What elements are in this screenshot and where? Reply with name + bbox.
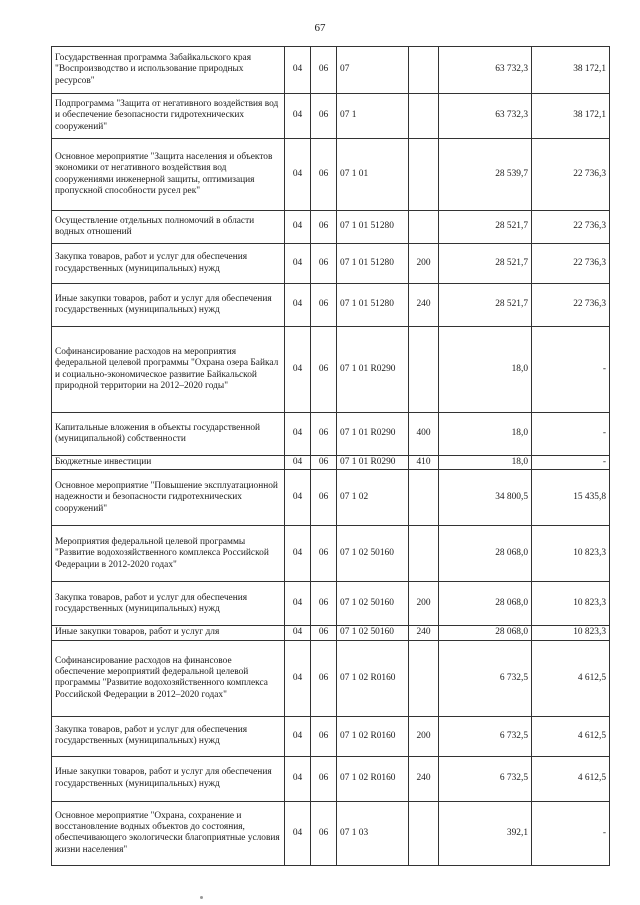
row-expense-type — [409, 801, 439, 865]
row-section: 04 — [285, 626, 311, 640]
row-subsection: 06 — [311, 526, 337, 582]
row-expense-type — [409, 327, 439, 413]
row-target-article: 07 — [337, 47, 409, 94]
row-name: Основное мероприятие "Защита населения и объектов экономики от негативного воздействия вод сооружениями инженерной защиты, оптимизация пропускной способности русел рек" — [52, 139, 285, 211]
row-sum-1: 6 732,5 — [439, 640, 532, 716]
row-name: Государственная программа Забайкальского края "Воспроизводство и использование природных ресурсов" — [52, 47, 285, 94]
row-sum-2: 10 823,3 — [532, 582, 610, 626]
row-target-article: 07 1 02 50160 — [337, 626, 409, 640]
row-subsection: 06 — [311, 211, 337, 244]
row-expense-type — [409, 139, 439, 211]
table-row — [52, 640, 610, 716]
row-section: 04 — [285, 244, 311, 284]
row-section: 04 — [285, 456, 311, 470]
row-target-article: 07 1 — [337, 94, 409, 139]
row-subsection: 06 — [311, 413, 337, 456]
row-target-article: 07 1 01 R0290 — [337, 413, 409, 456]
row-sum-1: 34 800,5 — [439, 470, 532, 526]
row-expense-type — [409, 470, 439, 526]
row-subsection: 06 — [311, 626, 337, 640]
row-sum-2: 22 736,3 — [532, 139, 610, 211]
row-sum-1: 28 068,0 — [439, 526, 532, 582]
row-sum-1: 18,0 — [439, 413, 532, 456]
row-section: 04 — [285, 470, 311, 526]
row-sum-2: 15 435,8 — [532, 470, 610, 526]
row-sum-2: - — [532, 327, 610, 413]
row-target-article: 07 1 01 51280 — [337, 244, 409, 284]
row-sum-2: 22 736,3 — [532, 244, 610, 284]
table-row — [52, 456, 610, 470]
row-section: 04 — [285, 526, 311, 582]
budget-table — [51, 46, 610, 866]
row-sum-1: 6 732,5 — [439, 716, 532, 756]
row-subsection: 06 — [311, 327, 337, 413]
row-expense-type: 410 — [409, 456, 439, 470]
row-expense-type: 200 — [409, 244, 439, 284]
row-section: 04 — [285, 139, 311, 211]
row-target-article: 07 1 02 R0160 — [337, 640, 409, 716]
row-name: Иные закупки товаров, работ и услуг для — [52, 626, 285, 640]
row-target-article: 07 1 01 R0290 — [337, 327, 409, 413]
row-sum-2: - — [532, 801, 610, 865]
row-name: Капитальные вложения в объекты государственной (муниципальной) собственности — [52, 413, 285, 456]
row-sum-2: - — [532, 456, 610, 470]
row-section: 04 — [285, 47, 311, 94]
row-target-article: 07 1 03 — [337, 801, 409, 865]
row-target-article: 07 1 02 — [337, 470, 409, 526]
row-name: Иные закупки товаров, работ и услуг для обеспечения государственных (муниципальных) нужд — [52, 284, 285, 327]
row-expense-type — [409, 526, 439, 582]
table-row — [52, 211, 610, 244]
row-sum-2: 38 172,1 — [532, 47, 610, 94]
row-subsection: 06 — [311, 756, 337, 801]
row-section: 04 — [285, 801, 311, 865]
page-number: 67 — [314, 22, 326, 34]
row-expense-type: 240 — [409, 284, 439, 327]
table-row — [52, 716, 610, 756]
row-name: Мероприятия федеральной целевой программы "Развитие водохозяйственного комплекса Российской Федерации в 2012-2020 годах" — [52, 526, 285, 582]
table-row — [52, 626, 610, 640]
row-expense-type: 240 — [409, 626, 439, 640]
row-sum-1: 28 068,0 — [439, 626, 532, 640]
table-row — [52, 470, 610, 526]
row-section: 04 — [285, 716, 311, 756]
row-section: 04 — [285, 582, 311, 626]
row-sum-2: 4 612,5 — [532, 640, 610, 716]
row-expense-type: 400 — [409, 413, 439, 456]
table-row — [52, 801, 610, 865]
table-row — [52, 413, 610, 456]
row-sum-1: 28 521,7 — [439, 244, 532, 284]
row-section: 04 — [285, 284, 311, 327]
row-expense-type — [409, 211, 439, 244]
table-row — [52, 139, 610, 211]
table-row — [52, 47, 610, 94]
row-sum-2: 4 612,5 — [532, 756, 610, 801]
row-sum-1: 28 068,0 — [439, 582, 532, 626]
row-sum-1: 28 539,7 — [439, 139, 532, 211]
row-name: Софинансирование расходов на мероприятия федеральной целевой программы "Охрана озера Байкал и социально-экономическое развитие Байкальской природной территории на 2012–2020 годы" — [52, 327, 285, 413]
row-sum-2: 22 736,3 — [532, 284, 610, 327]
row-section: 04 — [285, 327, 311, 413]
row-sum-1: 63 732,3 — [439, 47, 532, 94]
row-subsection: 06 — [311, 470, 337, 526]
row-target-article: 07 1 01 — [337, 139, 409, 211]
row-subsection: 06 — [311, 244, 337, 284]
table-row — [52, 582, 610, 626]
row-section: 04 — [285, 94, 311, 139]
row-target-article: 07 1 01 51280 — [337, 211, 409, 244]
row-name: Закупка товаров, работ и услуг для обеспечения государственных (муниципальных) нужд — [52, 582, 285, 626]
row-subsection: 06 — [311, 47, 337, 94]
row-sum-1: 28 521,7 — [439, 211, 532, 244]
row-target-article: 07 1 02 50160 — [337, 582, 409, 626]
row-target-article: 07 1 02 R0160 — [337, 716, 409, 756]
row-sum-2: 10 823,3 — [532, 526, 610, 582]
row-name: Закупка товаров, работ и услуг для обеспечения государственных (муниципальных) нужд — [52, 716, 285, 756]
row-subsection: 06 — [311, 456, 337, 470]
row-sum-1: 392,1 — [439, 801, 532, 865]
row-subsection: 06 — [311, 139, 337, 211]
row-target-article: 07 1 01 51280 — [337, 284, 409, 327]
row-sum-1: 63 732,3 — [439, 94, 532, 139]
row-expense-type — [409, 94, 439, 139]
row-name: Бюджетные инвестиции — [52, 456, 285, 470]
row-name: Софинансирование расходов на финансовое обеспечение мероприятий федеральной целевой программы "Развитие водохозяйственного комплекса Российской Федерации в 2012–2020 годах" — [52, 640, 285, 716]
table-row — [52, 94, 610, 139]
table-body — [52, 47, 610, 866]
row-sum-1: 18,0 — [439, 327, 532, 413]
row-section: 04 — [285, 211, 311, 244]
row-expense-type — [409, 640, 439, 716]
row-sum-2: 10 823,3 — [532, 626, 610, 640]
table-row — [52, 284, 610, 327]
row-subsection: 06 — [311, 94, 337, 139]
row-name: Закупка товаров, работ и услуг для обеспечения государственных (муниципальных) нужд — [52, 244, 285, 284]
table-row — [52, 327, 610, 413]
row-expense-type — [409, 47, 439, 94]
row-sum-2: 4 612,5 — [532, 716, 610, 756]
row-target-article: 07 1 01 R0290 — [337, 456, 409, 470]
row-target-article: 07 1 02 R0160 — [337, 756, 409, 801]
table-row — [52, 756, 610, 801]
row-sum-1: 6 732,5 — [439, 756, 532, 801]
row-subsection: 06 — [311, 716, 337, 756]
row-target-article: 07 1 02 50160 — [337, 526, 409, 582]
row-subsection: 06 — [311, 582, 337, 626]
row-expense-type: 200 — [409, 582, 439, 626]
scan-dot — [200, 896, 203, 899]
row-subsection: 06 — [311, 801, 337, 865]
row-section: 04 — [285, 413, 311, 456]
table-row — [52, 244, 610, 284]
table-row — [52, 526, 610, 582]
row-name: Осуществление отдельных полномочий в области водных отношений — [52, 211, 285, 244]
row-sum-2: 38 172,1 — [532, 94, 610, 139]
row-expense-type: 240 — [409, 756, 439, 801]
row-name: Основное мероприятие "Повышение эксплуатационной надежности и безопасности гидротехнических сооружений" — [52, 470, 285, 526]
row-sum-1: 28 521,7 — [439, 284, 532, 327]
row-section: 04 — [285, 640, 311, 716]
row-subsection: 06 — [311, 640, 337, 716]
row-sum-1: 18,0 — [439, 456, 532, 470]
row-expense-type: 200 — [409, 716, 439, 756]
row-name: Иные закупки товаров, работ и услуг для обеспечения государственных (муниципальных) нужд — [52, 756, 285, 801]
row-name: Подпрограмма "Защита от негативного воздействия вод и обеспечение безопасности гидротехнических сооружений" — [52, 94, 285, 139]
row-section: 04 — [285, 756, 311, 801]
row-sum-2: - — [532, 413, 610, 456]
row-name: Основное мероприятие "Охрана, сохранение и восстановление водных объектов до состояния, обеспечивающего экологически благоприятные условия жизни населения" — [52, 801, 285, 865]
row-sum-2: 22 736,3 — [532, 211, 610, 244]
row-subsection: 06 — [311, 284, 337, 327]
